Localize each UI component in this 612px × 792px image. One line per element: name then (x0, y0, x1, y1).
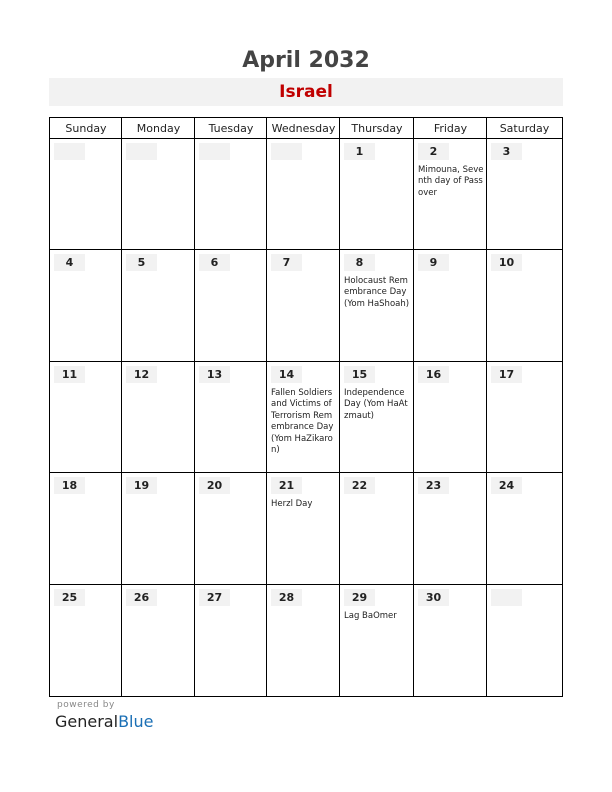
day-number: 5 (126, 254, 157, 271)
day-number: 20 (199, 477, 230, 494)
day-cell[interactable] (267, 139, 340, 250)
day-cell[interactable] (414, 250, 487, 362)
country-label: Israel (49, 78, 563, 106)
day-number: 27 (199, 589, 230, 606)
day-cell[interactable] (340, 250, 414, 362)
brand-general: General (55, 712, 119, 731)
day-number: 25 (54, 589, 85, 606)
day-cell[interactable] (487, 250, 562, 362)
day-cell[interactable] (267, 473, 340, 585)
day-cell[interactable] (50, 250, 122, 362)
day-number: 8 (344, 254, 375, 271)
day-number: 26 (126, 589, 157, 606)
day-cell[interactable] (50, 473, 122, 585)
powered-by-label: powered by (57, 700, 115, 710)
day-number: 11 (54, 366, 85, 383)
day-number (271, 143, 302, 160)
day-number: 9 (418, 254, 449, 271)
day-cell[interactable] (195, 585, 267, 696)
day-number: 13 (199, 366, 230, 383)
weekday-header: Wednesday (267, 118, 340, 139)
day-cell[interactable] (122, 362, 195, 473)
day-cell[interactable] (414, 585, 487, 696)
day-cell[interactable] (340, 139, 414, 250)
day-number: 21 (271, 477, 302, 494)
weekday-header: Sunday (50, 118, 122, 139)
day-cell[interactable] (487, 585, 562, 696)
day-cell[interactable] (122, 139, 195, 250)
day-cell[interactable] (195, 473, 267, 585)
day-cell[interactable] (122, 473, 195, 585)
holiday-label: Herzl Day (271, 499, 313, 509)
day-number: 3 (491, 143, 522, 160)
day-number: 1 (344, 143, 375, 160)
day-number: 28 (271, 589, 302, 606)
day-cell[interactable] (340, 585, 414, 696)
holiday-label: Fallen Soldiers and Victims of Terrorism Remembrance Day (Yom HaZikaron) (271, 388, 334, 456)
day-number: 24 (491, 477, 522, 494)
day-number: 23 (418, 477, 449, 494)
day-cell[interactable] (267, 585, 340, 696)
day-number: 30 (418, 589, 449, 606)
day-number (491, 589, 522, 606)
brand-blue: Blue (118, 712, 154, 731)
day-cell[interactable] (195, 362, 267, 473)
day-cell[interactable] (267, 362, 340, 473)
day-cell[interactable] (195, 139, 267, 250)
day-cell[interactable] (487, 139, 562, 250)
weekday-header: Saturday (487, 118, 562, 139)
day-cell[interactable] (414, 139, 487, 250)
day-number: 18 (54, 477, 85, 494)
day-cell[interactable] (122, 585, 195, 696)
holiday-label: Mimouna, Seventh day of Passover (418, 165, 484, 198)
day-number: 6 (199, 254, 230, 271)
day-cell[interactable] (50, 585, 122, 696)
day-cell[interactable] (50, 362, 122, 473)
day-number: 2 (418, 143, 449, 160)
day-number (126, 143, 157, 160)
day-number: 19 (126, 477, 157, 494)
day-cell[interactable] (340, 473, 414, 585)
day-cell[interactable] (195, 250, 267, 362)
day-number: 17 (491, 366, 522, 383)
day-cell[interactable] (50, 139, 122, 250)
day-number: 7 (271, 254, 302, 271)
day-cell[interactable] (487, 473, 562, 585)
day-number: 4 (54, 254, 85, 271)
day-number: 29 (344, 589, 375, 606)
holiday-label: Independence Day (Yom HaAtzmaut) (344, 388, 408, 421)
day-number: 10 (491, 254, 522, 271)
holiday-label: Holocaust Remembrance Day (Yom HaShoah) (344, 276, 410, 309)
weekday-header: Friday (414, 118, 487, 139)
day-cell[interactable] (414, 473, 487, 585)
calendar-grid (49, 117, 563, 697)
weekday-header: Monday (122, 118, 195, 139)
day-cell[interactable] (414, 362, 487, 473)
generalblue-logo (55, 712, 153, 731)
day-number: 12 (126, 366, 157, 383)
day-number: 14 (271, 366, 302, 383)
calendar-title: April 2032 (242, 48, 370, 73)
day-number (54, 143, 85, 160)
day-number: 16 (418, 366, 449, 383)
day-number (199, 143, 230, 160)
holiday-label: Lag BaOmer (344, 611, 397, 621)
weekday-header: Tuesday (195, 118, 267, 139)
day-number: 15 (344, 366, 375, 383)
day-cell[interactable] (122, 250, 195, 362)
day-cell[interactable] (340, 362, 414, 473)
day-cell[interactable] (267, 250, 340, 362)
day-cell[interactable] (487, 362, 562, 473)
day-number: 22 (344, 477, 375, 494)
weekday-header: Thursday (340, 118, 414, 139)
